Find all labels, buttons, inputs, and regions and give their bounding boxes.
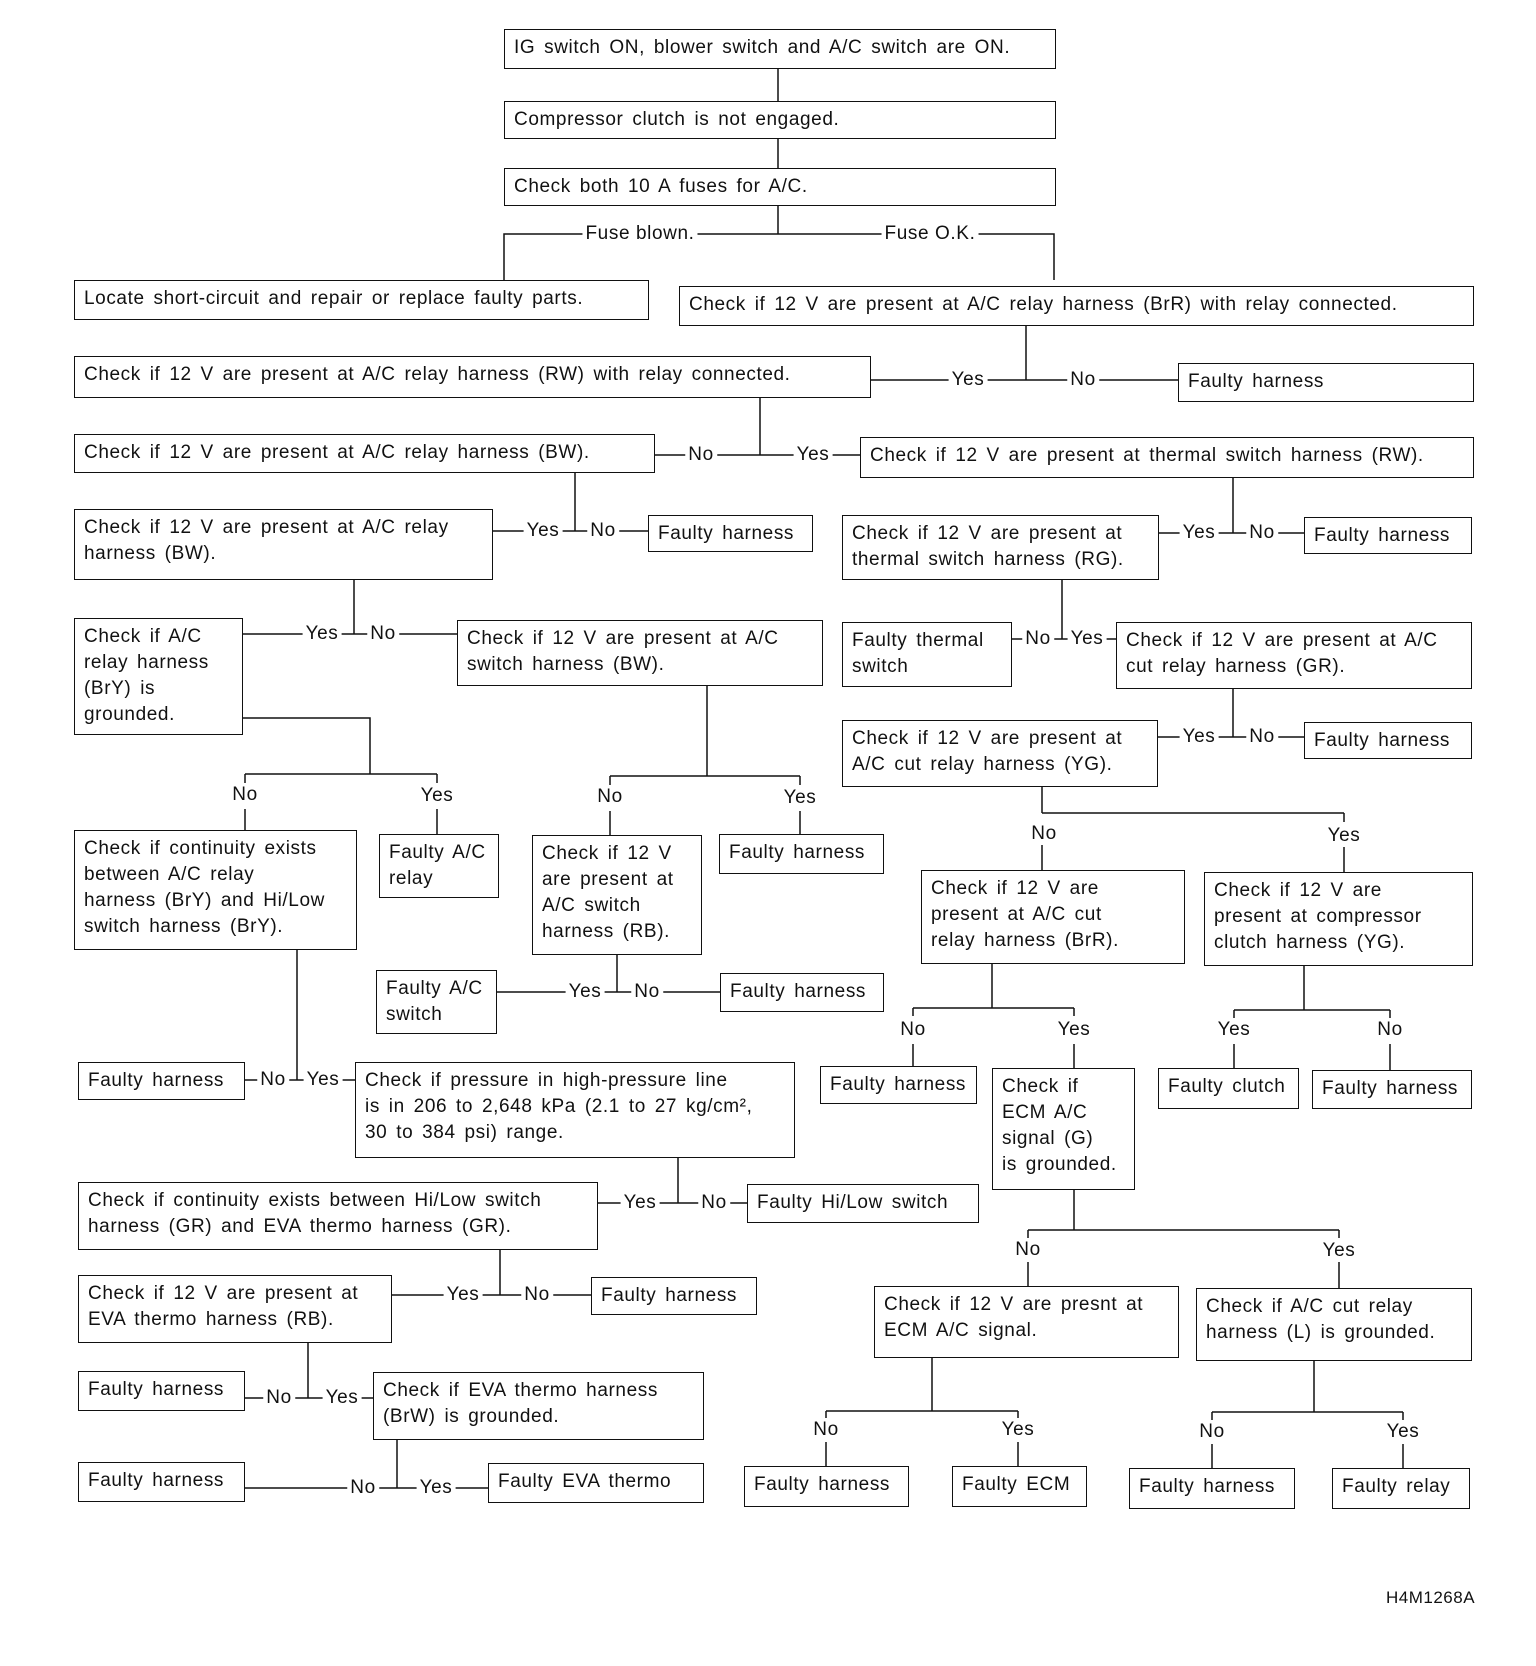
no-label: No (347, 1477, 379, 1499)
yes-label: Yes (566, 981, 605, 1003)
no-label: No (1374, 1019, 1406, 1041)
faulty-ac-relay-box: Faulty A/C relay (379, 834, 499, 898)
faulty-ac-switch-box: Faulty A/C switch (376, 970, 497, 1034)
no-label: No (594, 786, 626, 808)
yes-label: Yes (949, 369, 988, 391)
check-ac-switch-rb-box: Check if 12 V are present at A/C switch harness (RB). (532, 835, 702, 955)
faulty-harness-box: Faulty harness (1312, 1070, 1472, 1109)
faulty-harness-box: Faulty harness (820, 1066, 977, 1104)
no-label: No (1246, 726, 1278, 748)
faulty-harness-box: Faulty harness (1178, 363, 1474, 402)
yes-label: Yes (621, 1192, 660, 1214)
no-label: No (263, 1387, 295, 1409)
yes-label: Yes (304, 1069, 343, 1091)
faulty-harness-box: Faulty harness (1129, 1468, 1295, 1509)
no-label: No (1067, 369, 1099, 391)
faulty-harness-box: Faulty harness (78, 1462, 245, 1502)
faulty-harness-box: Faulty harness (1304, 517, 1472, 554)
no-label: No (1246, 522, 1278, 544)
yes-label: Yes (1180, 726, 1219, 748)
yes-label: Yes (1384, 1421, 1423, 1443)
faulty-harness-box: Faulty harness (648, 515, 813, 552)
yes-label: Yes (417, 1477, 456, 1499)
no-label: No (257, 1069, 289, 1091)
no-label: No (521, 1284, 553, 1306)
no-label: No (587, 520, 619, 542)
check-cut-relay-gr-box: Check if 12 V are present at A/C cut relay harness (GR). (1116, 622, 1472, 689)
yes-label: Yes (999, 1419, 1038, 1441)
check-relay-bry-grounded-box: Check if A/C relay harness (BrY) is grounded. (74, 618, 243, 735)
check-relay-brr-box: Check if 12 V are present at A/C relay harness (BrR) with relay connected. (679, 286, 1474, 326)
check-cut-relay-yg-box: Check if 12 V are present at A/C cut relay harness (YG). (842, 720, 1158, 787)
yes-label: Yes (303, 623, 342, 645)
yes-label: Yes (1180, 522, 1219, 544)
check-continuity-bry-box: Check if continuity exists between A/C relay harness (BrY) and Hi/Low switch harness (BrY). (74, 830, 357, 950)
check-continuity-gr-box: Check if continuity exists between Hi/Low switch harness (GR) and EVA thermo harness (GR). (78, 1182, 598, 1250)
faulty-eva-thermo-box: Faulty EVA thermo (488, 1463, 704, 1503)
fuse-ok-label: Fuse O.K. (882, 223, 979, 245)
no-label: No (1028, 823, 1060, 845)
check-thermal-rg-box: Check if 12 V are present at thermal switch harness (RG). (842, 515, 1159, 580)
yes-label: Yes (1055, 1019, 1094, 1041)
check-pressure-box: Check if pressure in high-pressure line is in 206 to 2,648 kPa (2.1 to 27 kg/cm², 30 to 384 psi) range. (355, 1062, 795, 1158)
check-cut-relay-l-grounded-box: Check if A/C cut relay harness (L) is grounded. (1196, 1288, 1472, 1361)
yes-label: Yes (323, 1387, 362, 1409)
faulty-harness-box: Faulty harness (591, 1277, 757, 1315)
faulty-harness-box: Faulty harness (1304, 722, 1472, 759)
check-fuses-box: Check both 10 A fuses for A/C. (504, 168, 1056, 206)
check-relay-rw-box: Check if 12 V are present at A/C relay harness (RW) with relay connected. (74, 356, 871, 398)
check-clutch-yg-box: Check if 12 V are present at compressor clutch harness (YG). (1204, 872, 1473, 966)
no-label: No (685, 444, 717, 466)
locate-short-circuit-box: Locate short-circuit and repair or replace faulty parts. (74, 280, 649, 320)
no-label: No (897, 1019, 929, 1041)
check-relay-bw-box: Check if 12 V are present at A/C relay harness (BW). (74, 434, 655, 473)
no-label: No (1022, 628, 1054, 650)
faulty-thermal-switch-box: Faulty thermal switch (842, 622, 1012, 687)
yes-label: Yes (1068, 628, 1107, 650)
no-label: No (1196, 1421, 1228, 1443)
no-label: No (810, 1419, 842, 1441)
faulty-clutch-box: Faulty clutch (1158, 1068, 1299, 1109)
check-ecm-signal-12v-box: Check if 12 V are presnt at ECM A/C signal. (874, 1286, 1179, 1358)
fuse-blown-label: Fuse blown. (582, 223, 697, 245)
no-label: No (631, 981, 663, 1003)
faulty-harness-box: Faulty harness (78, 1062, 245, 1100)
yes-label: Yes (1320, 1240, 1359, 1262)
yes-label: Yes (1215, 1019, 1254, 1041)
faulty-harness-box: Faulty harness (720, 973, 884, 1012)
faulty-harness-box: Faulty harness (744, 1466, 909, 1507)
symptom-box: Compressor clutch is not engaged. (504, 101, 1056, 139)
faulty-harness-box: Faulty harness (78, 1371, 245, 1411)
faulty-relay-box: Faulty relay (1332, 1468, 1470, 1509)
no-label: No (698, 1192, 730, 1214)
yes-label: Yes (781, 787, 820, 809)
check-relay-bw-2-box: Check if 12 V are present at A/C relay harness (BW). (74, 509, 493, 580)
check-cut-relay-brr-box: Check if 12 V are present at A/C cut relay harness (BrR). (921, 870, 1185, 964)
check-eva-thermo-rb-box: Check if 12 V are present at EVA thermo harness (RB). (78, 1275, 392, 1343)
check-eva-thermo-brw-grounded-box: Check if EVA thermo harness (BrW) is grounded. (373, 1372, 704, 1440)
check-thermal-rw-box: Check if 12 V are present at thermal switch harness (RW). (860, 437, 1474, 478)
yes-label: Yes (444, 1284, 483, 1306)
no-label: No (1012, 1239, 1044, 1261)
yes-label: Yes (524, 520, 563, 542)
faulty-harness-box: Faulty harness (719, 834, 884, 874)
start-condition-box: IG switch ON, blower switch and A/C switch are ON. (504, 29, 1056, 69)
yes-label: Yes (1325, 825, 1364, 847)
figure-code: H4M1268A (1386, 1588, 1476, 1607)
check-ac-switch-bw-box: Check if 12 V are present at A/C switch harness (BW). (457, 620, 823, 686)
check-ecm-signal-grounded-box: Check if ECM A/C signal (G) is grounded. (992, 1068, 1135, 1190)
faulty-ecm-box: Faulty ECM (952, 1466, 1087, 1507)
no-label: No (367, 623, 399, 645)
yes-label: Yes (794, 444, 833, 466)
yes-label: Yes (418, 785, 457, 807)
faulty-hilow-switch-box: Faulty Hi/Low switch (747, 1184, 979, 1223)
no-label: No (229, 784, 261, 806)
